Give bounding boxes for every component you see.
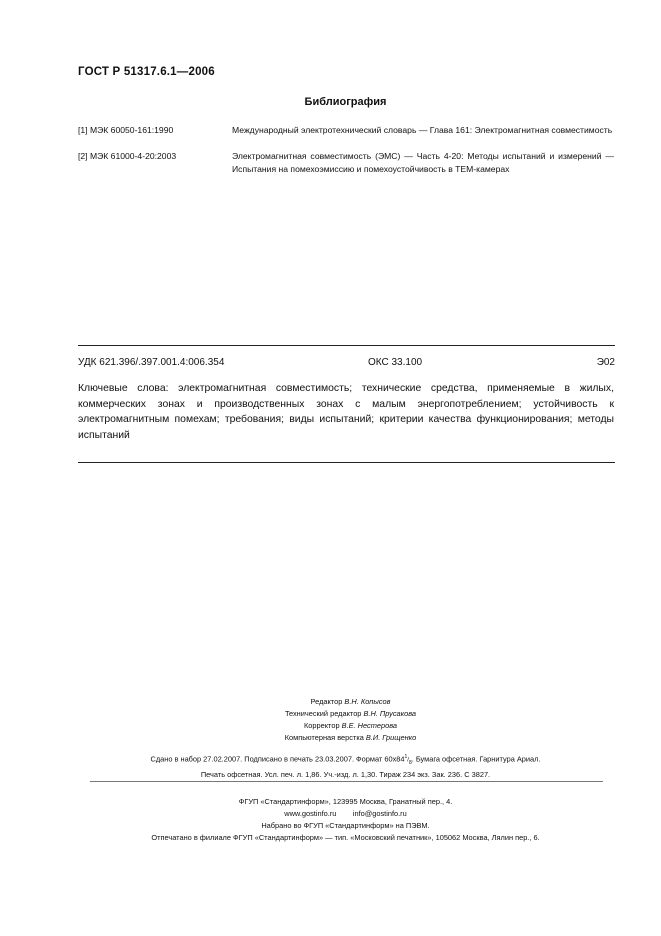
- print-info-line: Печать офсетная. Усл. печ. л. 1,86. Уч.-изд. л. 1,30. Тираж 234 экз. Зак. 236. С 3827.: [200, 769, 491, 779]
- publisher-contacts: www.gostinfo.ru info@gostinfo.ru: [284, 809, 407, 818]
- bibliography-title: Библиография: [304, 96, 387, 108]
- credit-line: [40, 732, 661, 744]
- publisher-block: [0, 796, 661, 844]
- credit-role: Компьютерная верстка: [284, 733, 364, 742]
- credit-name: В.Е. Нестерова: [341, 721, 398, 730]
- credit-line: [40, 708, 661, 720]
- publisher-line: Набрано во ФГУП «Стандартинформ» на ПЭВМ.: [261, 821, 430, 830]
- print-info-line: Сдано в набор 27.02.2007. Подписано в печать 23.03.2007. Формат $60х84^1/_8$. Бумага офсетная. Гарнитура Ариал.: [150, 754, 541, 766]
- udk-code: УДК 621.396/.397.001.4:006.354: [78, 357, 225, 368]
- keywords-paragraph: Ключевые слова: электромагнитная совместимость; технические средства, применяемые в жилых, коммерческих зонах и производственных зонах с малым энергопотреблением; устойчивость к электромагнитным помехам; требования; виды испытаний; критерии качества функционирования; методы испытаний: [78, 383, 614, 441]
- credits-block: [0, 696, 661, 744]
- divider: [90, 781, 603, 782]
- credit-role: Корректор: [303, 721, 340, 730]
- credit-role: Редактор: [310, 697, 343, 706]
- credit-line: [40, 720, 661, 732]
- group-code: Э02: [596, 357, 615, 368]
- document-code: ГОСТ Р 51317.6.1—2006: [78, 66, 215, 78]
- oks-code: ОКС 33.100: [368, 357, 423, 368]
- credit-role: Технический редактор: [284, 709, 362, 718]
- print-info: [0, 751, 661, 781]
- credit-line: [40, 696, 661, 708]
- bibliography-desc: Электромагнитная совместимость (ЭМС) — Часть 4-20: Методы испытаний и измерений — Испытания на помехоэмиссию и помехоустойчивость в ТЕМ-камерах: [232, 151, 614, 174]
- publisher-line: ФГУП «Стандартинформ», 123995 Москва, Гранатный пер., 4.: [238, 797, 453, 806]
- credit-name: В.Н. Прусакова: [363, 709, 417, 718]
- divider: [78, 462, 615, 463]
- credit-name: В.Н. Копысов: [344, 697, 391, 706]
- bibliography-desc: Международный электротехнический словарь — Глава 161: Электромагнитная совместимость: [232, 125, 613, 135]
- bibliography-entry: [78, 124, 614, 150]
- bibliography-ref: [1] МЭК 60050-161:1990: [78, 125, 174, 135]
- credit-name: В.И. Грищенко: [365, 733, 417, 742]
- divider: [78, 345, 615, 346]
- publisher-line: Отпечатано в филиале ФГУП «Стандартинформ» — тип. «Московский печатник», 105062 Москва, Лялин пер., 6.: [151, 833, 540, 842]
- bibliography-ref: [2] МЭК 61000-4-20:2003: [78, 151, 177, 161]
- bibliography-entry: [78, 150, 614, 176]
